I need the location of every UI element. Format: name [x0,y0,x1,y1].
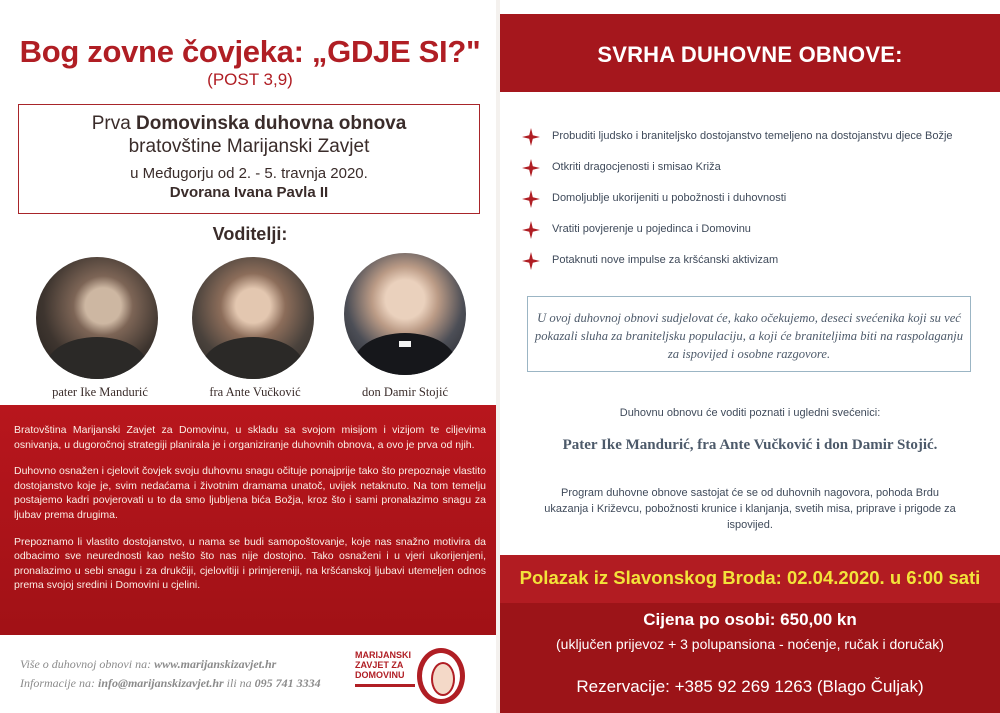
info-line-1 [19,113,479,135]
bible-reference: (POST 3,9) [207,70,293,89]
info-line-1-bold: Domovinska duhovna obnova [136,113,407,134]
info-line-1-prefix: Prva [91,113,137,134]
goal-text-3: Domoljublje ukorijeniti u pobožnosti i duhovnosti [552,192,787,204]
star-bullet-icon [522,252,540,270]
leader-photo-3 [344,253,466,375]
email-link[interactable]: info@marijanskizavjet.hr [97,676,224,690]
leaders-names: Pater Ike Mandurić, fra Ante Vučković i don Damir Stojić. [562,437,938,453]
leader-photo-1 [36,257,158,379]
goal-item [522,217,982,248]
info-dates: u Međugorju od 2. - 5. travnja 2020. [130,165,368,182]
info-line-2: bratovštine Marijanski Zavjet [128,136,370,157]
goal-text-4: Vratiti povjerenje u pojedinca i Domovinu [552,223,751,235]
price-includes: (uključen prijevoz + 3 polupansiona - noćenje, ručak i doručak) [556,636,944,652]
star-bullet-icon [522,128,540,146]
star-bullet-icon [522,221,540,239]
departure-info: Polazak iz Slavonskog Broda: 02.04.2020. u 6:00 sati [519,567,981,588]
leader-name-1: pater Ike Mandurić [52,385,148,399]
website-link[interactable]: www.marijanskizavjet.hr [154,657,277,671]
marijanski-zavjet-logo [355,646,467,706]
program-description: Program duhovne obnove sastojat će se od duhovnih nagovora, pohoda Brdu ukazanja i Križevcu, pobožnosti krunice i klanjanja, svetih misa, priprave i prigode za ispovijed. [544,487,956,531]
event-info-box [18,104,480,214]
leader-name-2: fra Ante Vučković [209,385,301,399]
goal-item [522,124,982,155]
event-title: Bog zovne čovjeka: „GDJE SI?" [19,34,481,69]
contact-line [20,674,321,693]
info-venue: Dvorana Ivana Pavla II [169,184,329,201]
star-bullet-icon [522,190,540,208]
reservation-contact: Rezervacije: +385 92 269 1263 (Blago Čuljak) [576,677,924,696]
contact-footer [20,655,321,693]
leader-name-3: don Damir Stojić [361,385,449,399]
right-page [500,0,1000,713]
goal-text-2: Otkriti dragocjenosti i smisao Križa [552,161,721,173]
website-line [20,655,321,674]
leader-photo-2 [192,257,314,379]
goal-item [522,155,982,186]
priests-quote-box: U ovoj duhovnoj obnovi sudjelovat će, kako očekujemo, deseci svećenika koji su već pokazali sluha za braniteljsku populaciju, a koji će braniteljima biti na raspolaganju za ispovijed i osobne razgovore. [527,296,971,372]
phone-number: 095 741 3334 [254,676,321,690]
leaders-intro: Duhovnu obnovu će voditi poznati i ugledni svećenici: [619,407,881,419]
contact-prefix: Informacije na: [20,676,98,690]
leaders-heading: Voditelji: [212,224,288,244]
goal-item [522,248,982,279]
description-panel [0,405,500,635]
logo-text: MARIJANSKI ZAVJET ZA DOMOVINU [355,650,412,680]
goal-item [522,186,982,217]
contact-separator: ili na [223,676,255,690]
purpose-heading: SVRHA DUHOVNE OBNOVE: [597,42,903,67]
description-paragraph-2: Duhovno osnažen i cjelovit čovjek svoju duhovnu snagu očituje ponajprije tako što prepoznaje vlastito dostojanstvo koje je, svim nedaćama i životnim dramama unatoč, uvijek netaknuto. Na tom temelju postajemo kadri povjerovati u to da smo ljubljena bića Božja, kroz što i sami pronalazimo snagu za ljubav prema drugima. [14,465,486,521]
price-info: Cijena po osobi: 650,00 kn [643,610,857,629]
description-paragraph-1: Bratovština Marijanski Zavjet za Domovinu, u skladu sa svojom misijom i vizijom te ciljevima osnivanja, u dugoročnoj strategiji planirala je i organiziranje duhovnih obnova, a ovo je prva od njih. [14,424,486,451]
goal-text-1: Probuditi ljudsko i braniteljsko dostojanstvo temeljeno na dostojanstvu djece Božje [552,130,953,142]
website-prefix: Više o duhovnoj obnovi na: [20,657,155,671]
goals-list [522,124,982,279]
star-bullet-icon [522,159,540,177]
description-paragraph-3: Prepoznamo li vlastito dostojanstvo, u nama se budi samopoštovanje, koje nas snažno motivira da odbacimo sve neurednosti kao nešto što nas nije dostojno. Tako osnaženi i u vjeri ukorijenjeni, pronalazimo u sebi snagu i za drukčiji, cjelovitiji i primjereniji, na kršćanskoj ljubavi utemeljen odnos prema svojoj sredini i Domovini u cjelini. [14,535,486,592]
goal-text-5: Potaknuti nove impulse za kršćanski aktivizam [552,254,779,266]
